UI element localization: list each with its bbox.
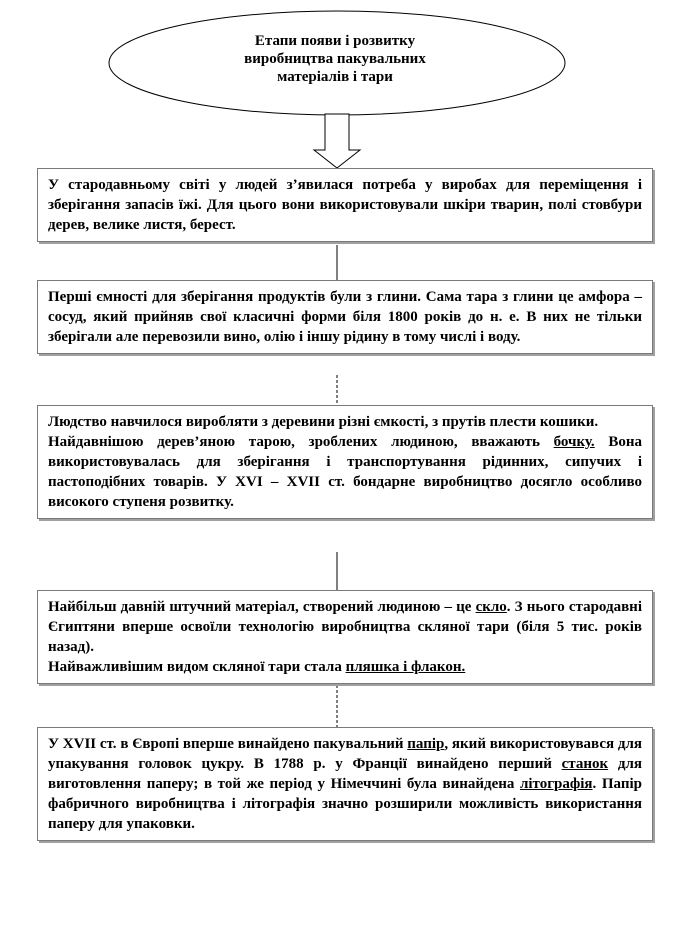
key-term: скло	[475, 599, 507, 615]
stage-box-glass	[37, 590, 653, 684]
key-term: літографія	[519, 776, 593, 792]
stage-text: У стародавньому світі у людей з’явилася потреба у виробах для переміщення і зберігання запасів їжі. Для цього вони використовували шкіри тварин, полі стовбури дерев, велике листя, берест.	[48, 177, 642, 233]
text-fragment: для виготовлення паперу; в той же період у Німеччині була винайдена	[48, 756, 642, 792]
text-fragment: Найважливішим видом скляної тари стала	[48, 659, 346, 675]
text-fragment: У XVII ст. в Європі вперше винайдено пакувальний	[48, 736, 408, 752]
stage-text	[48, 597, 642, 657]
text-fragment: Вона використовувалась для зберігання і транспортування рідинних, сипучих і пастоподібних товарів. У XVI – XVII ст. бондарне виробництво досягло особливо високого ступеня розвитку.	[48, 434, 642, 510]
diagram-title	[175, 32, 495, 86]
title-line: матеріалів і тари	[277, 69, 393, 85]
stage-box-wood	[37, 405, 653, 519]
stage-box-clay	[37, 280, 653, 354]
text-fragment: . Папір фабричного виробництва і літографія значно розширили можливість використання паперу для упаковки.	[48, 776, 642, 832]
key-term: станок	[561, 756, 609, 772]
stage-text	[48, 734, 642, 834]
stage-intro: Людство навчилося виробляти з деревини різні ємкості, з прутів плести кошики.	[48, 414, 599, 430]
stage-text	[48, 432, 642, 512]
text-fragment: , який використовувався для упакування головок цукру. В 1788 р. у Франції винайдено перший	[48, 736, 642, 772]
key-term: папір	[407, 736, 445, 752]
text-fragment: . З нього стародавні Єгиптяни вперше освоїли технологію виробництва скляної тари (біля 5 тис. років назад).	[48, 599, 642, 655]
stage-text	[48, 657, 642, 677]
stage-text: Перші ємності для зберігання продуктів були з глини. Сама тара з глини це амфора – сосуд, який прийняв свої класичні форми біля 1800 років до н. е. В них не тільки зберігали але перевозили вино, олію і іншу рідину в тому числі і воду.	[48, 289, 642, 345]
down-arrow-icon	[314, 114, 360, 168]
title-line: Етапи появи і розвитку	[254, 33, 416, 49]
title-line: виробництва пакувальних	[244, 51, 426, 67]
stage-box-paper	[37, 727, 653, 841]
text-fragment: Найдавнішою дерев’яною тарою, зроблених людиною, вважають	[48, 434, 554, 450]
key-term: пляшка і флакон.	[345, 659, 466, 675]
stage-box-ancient	[37, 168, 653, 242]
text-fragment: Найбільш давній штучний матеріал, створений людиною – це	[48, 599, 476, 615]
key-term: бочку.	[553, 434, 595, 450]
